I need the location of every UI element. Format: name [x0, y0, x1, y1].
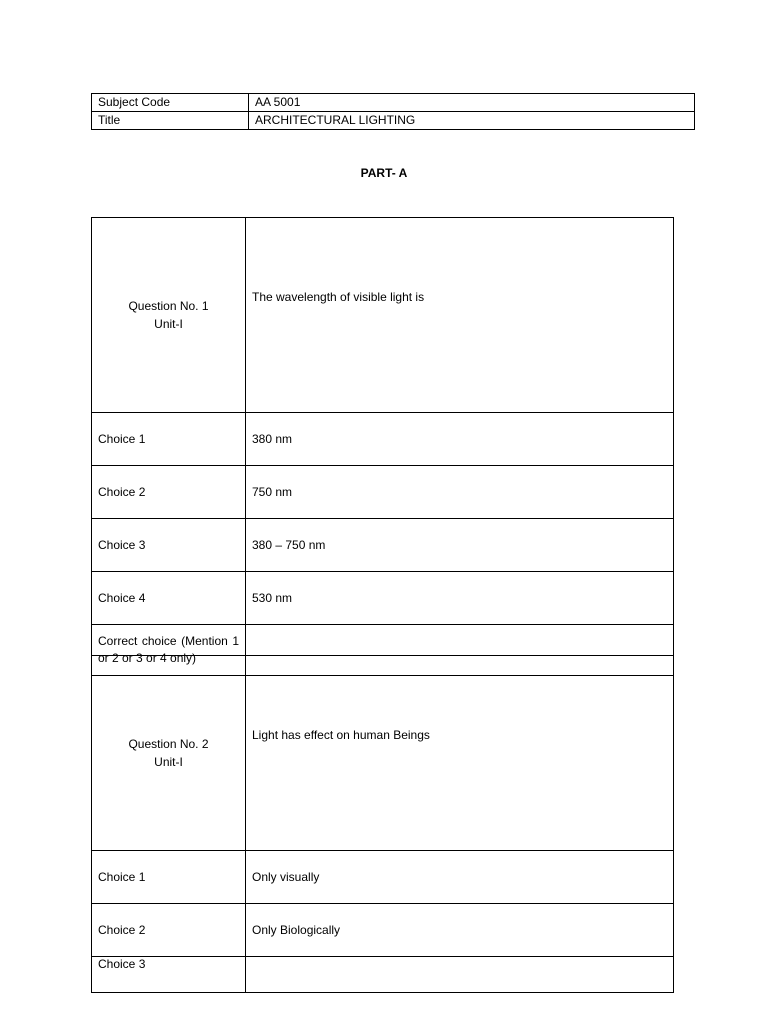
choice-value: Only Biologically	[246, 904, 674, 957]
question-table-1	[91, 217, 674, 676]
choice-label: Choice 2	[92, 466, 246, 519]
choice-row	[92, 413, 674, 466]
choice-row	[92, 466, 674, 519]
choice-row	[92, 957, 674, 993]
question-unit: Unit-I	[154, 755, 183, 769]
question-number-cell	[92, 218, 246, 413]
title-label: Title	[92, 112, 249, 130]
choice-label: Choice 3	[92, 957, 246, 993]
part-heading: PART- A	[360, 166, 408, 180]
choice-value: 380 nm	[246, 413, 674, 466]
choice-row	[92, 519, 674, 572]
choice-value: 380 – 750 nm	[246, 519, 674, 572]
question-unit: Unit-I	[154, 317, 183, 331]
subject-code-label: Subject Code	[92, 94, 249, 112]
choice-label: Choice 4	[92, 572, 246, 625]
choice-value: 530 nm	[246, 572, 674, 625]
question-text: Light has effect on human Beings	[246, 656, 674, 851]
question-text: The wavelength of visible light is	[246, 218, 674, 413]
choice-value: 750 nm	[246, 466, 674, 519]
question-number: Question No. 1	[128, 299, 209, 313]
choice-row	[92, 904, 674, 957]
choice-label: Choice 1	[92, 413, 246, 466]
question-header-row	[92, 656, 674, 851]
subject-info-table	[91, 93, 695, 130]
question-table-2	[91, 655, 674, 993]
title-value: ARCHITECTURAL LIGHTING	[249, 112, 695, 130]
choice-row	[92, 851, 674, 904]
title-row	[92, 112, 695, 130]
subject-code-value: AA 5001	[249, 94, 695, 112]
subject-code-row	[92, 94, 695, 112]
question-header-row	[92, 218, 674, 413]
choice-label: Choice 1	[92, 851, 246, 904]
choice-row	[92, 572, 674, 625]
choice-value	[246, 957, 674, 993]
correct-choice-label: Correct choice (Mention 1 or 2 or 3 or 4 only)	[92, 625, 246, 676]
choice-value: Only visually	[246, 851, 674, 904]
question-number-cell	[92, 656, 246, 851]
question-number: Question No. 2	[128, 737, 209, 751]
choice-label: Choice 3	[92, 519, 246, 572]
choice-label: Choice 2	[92, 904, 246, 957]
